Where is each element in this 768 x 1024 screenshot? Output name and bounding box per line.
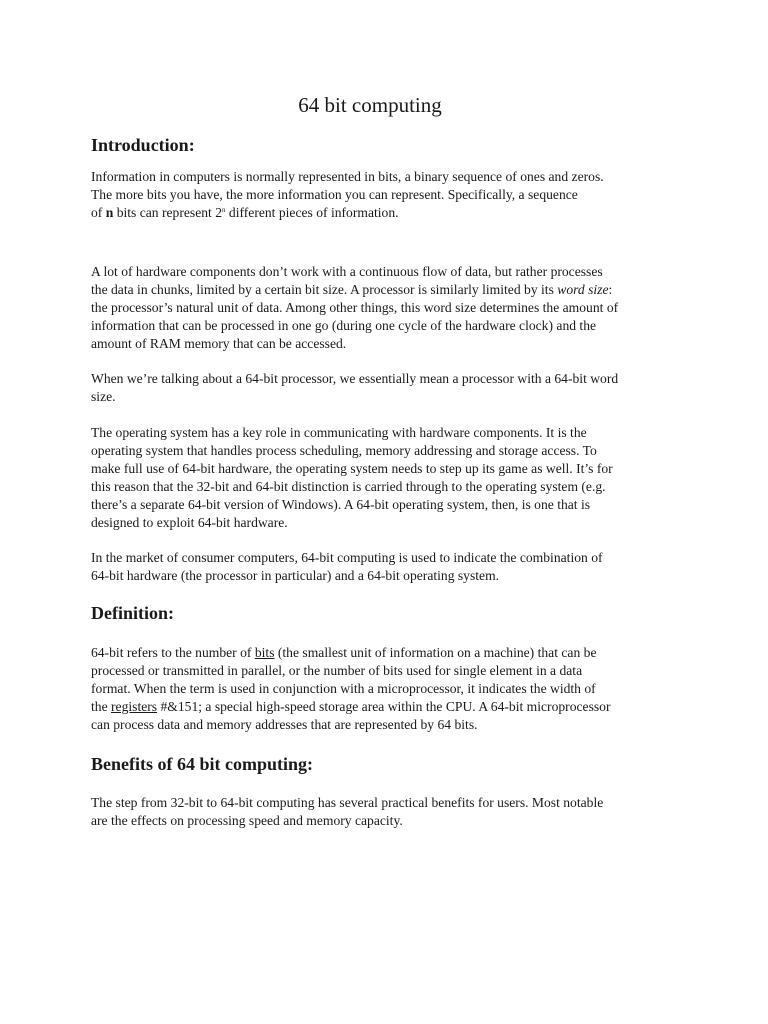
text-line: size. (91, 389, 116, 404)
bold-variable: n (105, 205, 114, 220)
text-span: of (91, 205, 106, 220)
text-span: the (91, 699, 112, 714)
intro-paragraph-1 (91, 168, 691, 222)
text-line: are the effects on processing speed and memory capacity. (91, 813, 403, 828)
definition-paragraph (91, 644, 691, 734)
text-line: The more bits you have, the more information you can represent. Specifically, a sequence (91, 187, 578, 202)
text-line: When we’re talking about a 64-bit processor, we essentially mean a processor with a 64-bit word (91, 371, 619, 386)
text-line: The step from 32-bit to 64-bit computing has several practical benefits for users. Most notable (91, 795, 604, 810)
text-line (91, 204, 691, 222)
text-line: can process data and memory addresses that are represented by 64 bits. (91, 717, 478, 732)
text-span: : (608, 282, 613, 297)
text-span: the data in chunks, limited by a certain bit size. A processor is similarly limited by its (91, 282, 558, 297)
text-line (91, 281, 691, 299)
text-span: (the smallest unit of information on a machine) that can be (274, 645, 597, 660)
text-line (91, 698, 691, 716)
benefits-heading: Benefits of 64 bit computing: (91, 754, 313, 774)
text-line: Information in computers is normally represented in bits, a binary sequence of ones and zeros. (91, 169, 604, 184)
definition-heading: Definition: (91, 603, 174, 623)
introduction-heading: Introduction: (91, 135, 195, 155)
text-line: this reason that the 32-bit and 64-bit distinction is carried through to the operating system (e.g. (91, 479, 606, 494)
text-line: make full use of 64-bit hardware, the operating system needs to step up its game as well. It’s for (91, 461, 613, 476)
text-line: amount of RAM memory that can be accessed. (91, 336, 347, 351)
text-line: 64-bit hardware (the processor in particular) and a 64-bit operating system. (91, 568, 500, 583)
text-line: processed or transmitted in parallel, or the number of bits used for single element in a data (91, 663, 583, 678)
superscript-exponent: n (222, 206, 226, 214)
bits-link[interactable]: bits (254, 645, 275, 660)
text-line: The operating system has a key role in communicating with hardware components. It is the (91, 425, 587, 440)
intro-paragraph-5 (91, 549, 691, 585)
text-line: A lot of hardware components don’t work with a continuous flow of data, but rather processes (91, 264, 603, 279)
benefits-paragraph (91, 794, 691, 830)
text-line: operating system that handles process scheduling, memory addressing and storage access. To (91, 443, 597, 458)
text-line: In the market of consumer computers, 64-bit computing is used to indicate the combination of (91, 550, 603, 565)
text-line: there’s a separate 64-bit version of Windows). A 64-bit operating system, then, is one that is (91, 497, 591, 512)
intro-paragraph-4 (91, 424, 691, 532)
intro-paragraph-3 (91, 370, 691, 406)
italic-term: word size (557, 282, 609, 297)
text-line (91, 644, 691, 662)
text-span: bits can represent 2 (113, 205, 223, 220)
text-line: designed to exploit 64-bit hardware. (91, 515, 288, 530)
text-span: 64-bit refers to the number of (91, 645, 255, 660)
text-line: information that can be processed in one go (during one cycle of the hardware clock) and the (91, 318, 597, 333)
intro-paragraph-2 (91, 263, 691, 353)
document-title: 64 bit computing (298, 93, 442, 117)
registers-link[interactable]: registers (111, 699, 158, 714)
text-line: the processor’s natural unit of data. Among other things, this word size determines the amount of (91, 300, 619, 315)
text-span: different pieces of information. (225, 205, 399, 220)
text-span: #&151; a special high-speed storage area within the CPU. A 64-bit microprocessor (157, 699, 611, 714)
text-line: format. When the term is used in conjunction with a microprocessor, it indicates the width of (91, 681, 596, 696)
